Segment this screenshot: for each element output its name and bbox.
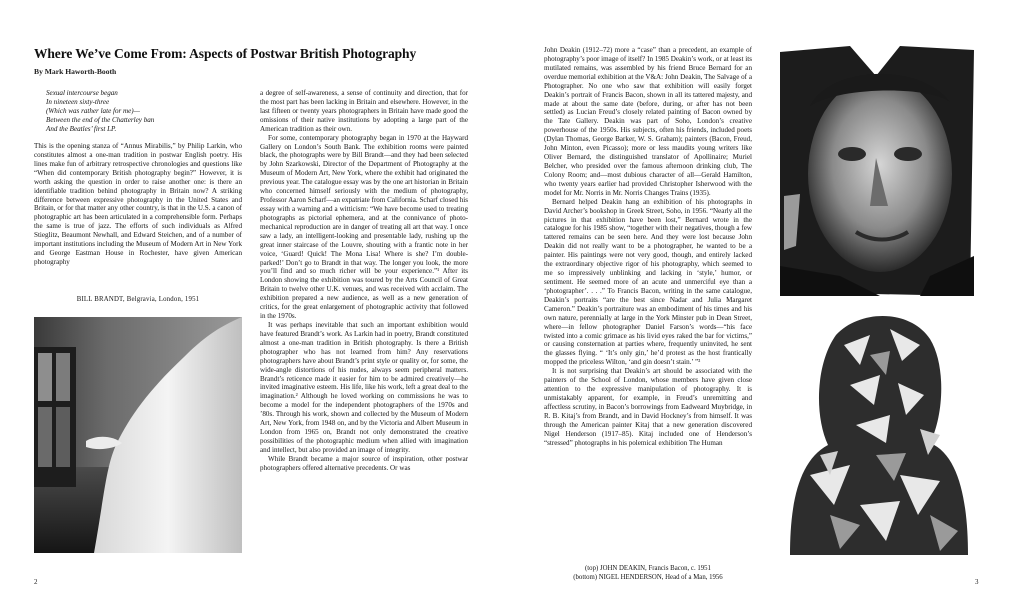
caption-line-bottom: (bottom) NIGEL HENDERSON, Head of a Man, 1956	[573, 574, 723, 581]
text-column-3	[544, 46, 752, 447]
photo-brandt-image	[34, 317, 242, 553]
paragraph: It is not surprising that Deakin’s art should be associated with the painters of the School of London, whose members have given close attention to the expressive manipulation of photography. It is unmistakably apparent, for example, in Freud’s unremitting and affectless scrutiny, in Bacon’s borrowings from Eadweard Muybridge, in R. B. Kitaj’s from Brandt, and in David Hockney’s from himself. It was through the American painter Kitaj that a new generation discovered Nigel Henderson (1917–85). Kitaj included one of Henderson’s “stressed” photographs in his polemical exhibition The Human	[544, 367, 752, 447]
page-number-right: 3	[975, 578, 979, 586]
photo-caption-deakin-henderson	[544, 564, 752, 582]
poem-line: In nineteen sixty-three	[46, 97, 110, 106]
paragraph: It was perhaps inevitable that such an important exhibition would have featured Brandt’s work. As Larkin had in poetry, Brandt constituted almost a one-man tradition in British photography. Is there a British photographer who has not learned from him? Any reservations photographers have about Brandt’s print style or quality or, for some, the wide-angle distortions of his nudes, always seem peripheral matters. Brandt’s reticence made it easier for him to be admired creatively—he invited imaginative esteem. His life, like his work, left a great deal to the imagination.² Although he loved working on commissions he was to become a model for the independent photographers of the 1970s and ’80s. Through his work, shown and collected by the Museum of Modern Art, New York, from 1948 on, and by the Victoria and Albert Museum in London from 1965 on, Brandt not only demonstrated the creative possibilities of the photographic medium when allied with imagination and intellect, but also provided an image of integrity.	[260, 320, 468, 454]
paragraph: a degree of self-awareness, a sense of continuity and direction, that for the most part has been lacking in Britain and elsewhere. However, in the last fifteen or twenty years photographers in Britain have made good the omissions of their native institutions by adopting a large part of the American tradition as their own.	[260, 89, 468, 133]
article-title: Where We’ve Come From: Aspects of Postwar British Photography	[34, 46, 417, 61]
caption-line-top: (top) JOHN DEAKIN, Francis Bacon, c. 1951	[585, 565, 711, 572]
paragraph: John Deakin (1912–72) more a “case” than a precedent, an example of photography’s poor image of itself? In 1985 Deakin’s work, or at least its mutilated remains, was assembled by his friend Bruce Bernard for an overdue memorial exhibition at the V&A: John Deakin, The Salvage of a Photographer. No one who saw that exhibition will easily forget Deakin’s portrait of Francis Bacon, shown in all its tattered majesty, and made at about the same date (before, during, or after has not been settled) as Lucian Freud’s closely related painting of Bacon owned by the Tate Gallery. Deakin was part of Soho, London’s creative powerhouse of the 1950s. His subjects, often his friends, included poets (Dylan Thomas, George Barker, W. S. Graham); painters (Bacon, Freud, John Minton, even Picasso); more or less maudits young writers like Oliver Bernard, the distinguished translator of Apollinaire; Muriel Belcher, who presided over the famous afternoon drinking club, The Colony Room; and—most dubious character of all—Gerald Hamilton, who twenty years earlier had provided Christopher Isherwood with the model for Mr. Norris in Mr. Norris Changes Trains (1935).	[544, 46, 752, 197]
poem-line: (Which was rather late for me)—	[46, 106, 140, 115]
paragraph: For some, contemporary photography began in 1970 at the Hayward Gallery on London’s South Bank. The exhibition rooms were painted black, the photographs were by Bill Brandt—and they had been selected by John Szarkowski, Director of the Department of Photography at the Museum of Modern Art, New York, where the exhibit had originated the previous year. The catalogue essay was by the one art historian in Britain who concerned himself seriously with the medium of photography, Professor Aaron Scharf—an expatriate from California. Scharf closed his essay with a warning and a witticism: “We have become used to treating photographs as pictorial ephemera, and at the connivance of photo-mechanical reproduction are in danger of treating all art that way. I once saw a lady, an intelligent-looking and presentable lady, rushing up the great inner staircase of the Louvre, shouting with a frantic note in her voice, ‘Guard! Quick! The Mona Lisa! Where is she? I’m double-parked!’ Don’t go to Brandt in that way. The longer you look, the more you’ll find and so much richer will be your experience.”¹ After its London showing the exhibition was toured by the Arts Council of Great Britain to twelve other U.K. venues, and was received with acclaim. The exhibition prepared a new audience, as well as a new generation of critics, for the great enlargement of photographic activity that followed in the 1970s.	[260, 133, 468, 321]
poem-line: Sexual intercourse began	[46, 89, 118, 97]
photo-brandt-nude	[34, 317, 242, 553]
paragraph: Bernard helped Deakin hang an exhibition of his photographs in David Archer’s bookshop in Greek Street, Soho, in 1956. “Nearly all the pictures in that exhibition have been lost,” Bernard wrote in the catalogue for his 1985 show, “together with their negatives, though a few tattered remains can be seen here. And they were lost because John Deakin did not really want to be a photographer, he wanted to be a painter. His paintings were not very good, though, and entirely lacked the extraordinary objective rigor of his photography, which seemed to me so impressively unblinking and lacking in ‘style,’ humor, or sentiment. He seemed more of an acute and unmerciful eye than a ‘photographer’. . . .” To Francis Bacon, writing in the same catalogue, Deakin’s portraits “are the best since Nadar and Julia Margaret Cameron.” Deakin’s portraiture was an embodiment of his times and his own nature, perennially at large in the York Minster pub in Dean Street, where—in fellow photographer Daniel Farson’s words—“his face twisted into a comic grimace as his livid eyes raked the bar for victims,” or causing consternation at parties where, frequently uninvited, he sent the glasses flying. “ ‘It’s only gin,’ he’d protest as the host frantically mopped the priceless Wilton, ‘and gin doesn’t stain.’ ”³	[544, 197, 752, 367]
photo-caption-brandt: BILL BRANDT, Belgravia, London, 1951	[76, 296, 200, 303]
text-column-1	[34, 142, 242, 267]
text-column-2	[260, 89, 468, 473]
photo-henderson-image	[790, 305, 968, 555]
paragraph: This is the opening stanza of “Annus Mirabilis,” by Philip Larkin, who constitutes almost a one-man tradition in postwar English poetry. His lines make fun of arbitrary retrospective chronologies and questions like “When did contemporary British photography begin?” However, it is worth asking the question in order to raise another one: is there an identifiable tradition behind photography in Britain now? A striking difference between expressive photography in the United States and Britain, or for that matter any other country, is that in the U.S. a canon of photographic art has been articulated in a comprehensible form. Perhaps the same is true of jazz. The efforts of such individuals as Alfred Stieglitz, Beaumont Newhall, and Edward Steichen, and of a number of important institutions including the Museum of Modern Art in New York and George Eastman House in Rochester, have given American photography	[34, 142, 242, 266]
paragraph: While Brandt became a major source of inspiration, other postwar photographers offered alternative precedents. Or was	[260, 454, 468, 472]
poem-stanza	[46, 89, 246, 134]
photo-deakin-bacon-portrait	[780, 46, 974, 296]
photo-henderson-head-of-a-man	[790, 305, 968, 555]
byline: By Mark Haworth-Booth	[34, 67, 117, 76]
poem-line: And the Beatles’ first LP.	[46, 124, 117, 133]
poem-line: Between the end of the Chatterley ban	[46, 115, 155, 124]
photo-deakin-image	[780, 46, 974, 296]
page-number-left: 2	[34, 578, 38, 586]
